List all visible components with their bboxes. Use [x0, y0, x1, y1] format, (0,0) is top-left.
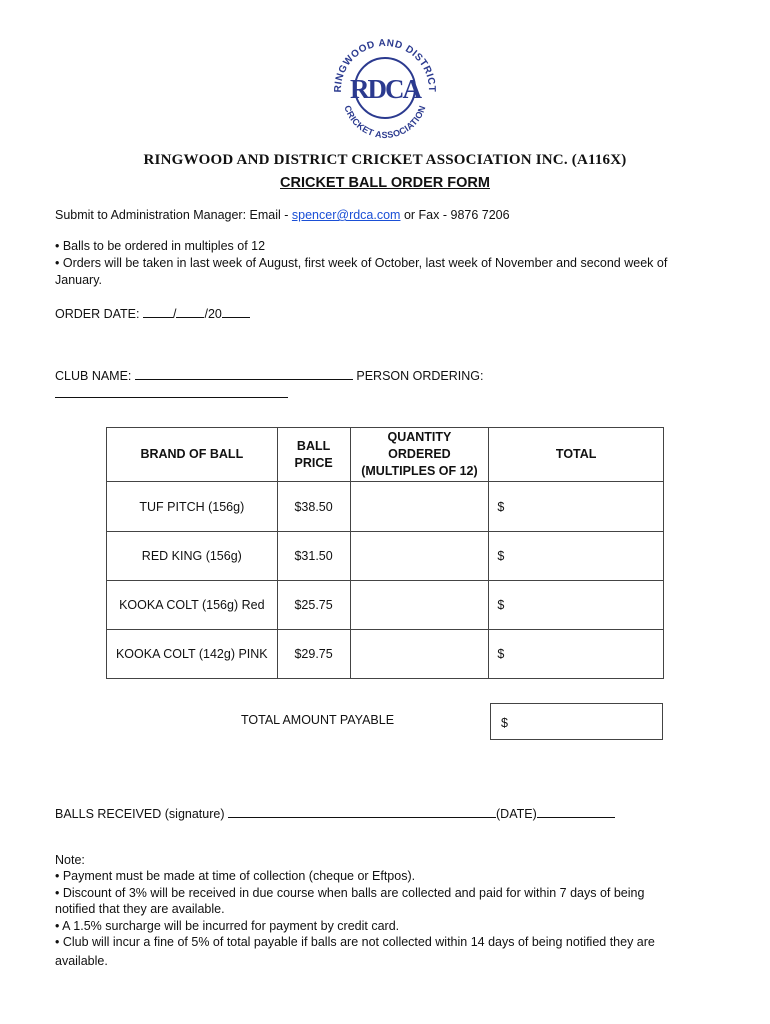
row-total: $ [489, 581, 664, 630]
row-price: $31.50 [277, 532, 350, 581]
row-price: $38.50 [277, 482, 350, 532]
person-ordering-label: PERSON ORDERING: [352, 369, 484, 383]
club-name-field[interactable] [135, 367, 353, 380]
rule-2: • Orders will be taken in last week of August, first week of October, last week of November and second week of [55, 256, 668, 270]
rule-1: • Balls to be ordered in multiples of 12 [55, 239, 266, 253]
row-brand: KOOKA COLT (156g) Red [107, 581, 278, 630]
header-total: TOTAL [489, 428, 664, 482]
row-total: $ [489, 630, 664, 679]
row-total: $ [489, 482, 664, 532]
order-date-sep-2: /20 [204, 307, 222, 321]
header-price-line-1: BALL [296, 438, 331, 453]
row-brand: TUF PITCH (156g) [107, 482, 278, 532]
header-price-line-2: PRICE [294, 455, 333, 470]
club-name-label: CLUB NAME: [55, 369, 135, 383]
table-row [107, 482, 664, 532]
order-table [106, 427, 664, 679]
note-line: • Club will incur a fine of 5% of total payable if balls are not collected within 14 days of being notified they are [55, 935, 655, 949]
order-date-line [55, 305, 715, 323]
balls-received-label: BALLS RECEIVED (signature) [55, 807, 228, 821]
row-quantity-field[interactable] [350, 532, 489, 581]
notes-heading: Note: [55, 853, 85, 867]
header-quantity-line-2: ORDERED [388, 447, 451, 461]
note-line: available. [55, 954, 108, 968]
signature-field[interactable] [228, 805, 496, 818]
logo-initials: RDCA [350, 74, 420, 104]
person-ordering-field[interactable] [55, 385, 288, 398]
header-quantity-line-1: QUANTITY [387, 430, 452, 444]
note-line: • A 1.5% surcharge will be incurred for payment by credit card. [55, 919, 400, 933]
total-payable-label: TOTAL AMOUNT PAYABLE [241, 713, 395, 727]
header-brand: BRAND OF BALL [107, 428, 278, 482]
header-quantity [350, 428, 489, 482]
form-title: RINGWOOD AND DISTRICT CRICKET ASSOCIATION INC. (A116X) [143, 152, 627, 168]
submit-prefix: Submit to Administration Manager: Email - [55, 208, 292, 222]
logo-ring-bottom: CRICKET ASSOCIATION [342, 104, 428, 141]
submit-line [55, 207, 715, 224]
row-total: $ [489, 532, 664, 581]
submit-suffix: or Fax - 9876 7206 [400, 208, 510, 222]
note-line: notified that they are available. [55, 902, 225, 916]
note-line: • Discount of 3% will be received in due course when balls are collected and paid for within 7 days of being [55, 886, 645, 900]
order-date-month-field[interactable] [176, 305, 204, 318]
received-date-field[interactable] [537, 805, 615, 818]
order-date-day-field[interactable] [143, 305, 173, 318]
row-price: $25.75 [277, 581, 350, 630]
row-brand: KOOKA COLT (142g) PINK [107, 630, 278, 679]
table-row [107, 630, 664, 679]
order-date-sep-1: / [172, 307, 177, 321]
logo-ring-top: RINGWOOD AND DISTRICT [332, 37, 438, 93]
row-brand: RED KING (156g) [107, 532, 278, 581]
note-line: • Payment must be made at time of collection (cheque or Eftpos). [55, 869, 416, 883]
row-quantity-field[interactable] [350, 482, 489, 532]
header-quantity-line-3: (MULTIPLES OF 12) [361, 464, 478, 478]
table-row [107, 581, 664, 630]
row-quantity-field[interactable] [350, 630, 489, 679]
table-row [107, 532, 664, 581]
svg-text:CRICKET ASSOCIATION [342, 104, 427, 140]
order-date-year-field[interactable] [222, 305, 250, 318]
received-date-label: (DATE) [496, 807, 537, 821]
row-quantity-field[interactable] [350, 581, 489, 630]
header-price [277, 428, 350, 482]
row-price: $29.75 [277, 630, 350, 679]
table-header-row [107, 428, 664, 482]
total-payable-field[interactable] [490, 703, 663, 740]
rule-2-cont: January. [55, 273, 103, 287]
total-payable-value: $ [501, 716, 508, 730]
club-line [55, 367, 715, 403]
balls-received-line [55, 805, 715, 823]
order-date-label: ORDER DATE: [55, 307, 143, 321]
form-subtitle: CRICKET BALL ORDER FORM [280, 175, 490, 191]
rdca-logo [327, 30, 443, 146]
email-link[interactable]: spencer@rdca.com [291, 208, 401, 222]
